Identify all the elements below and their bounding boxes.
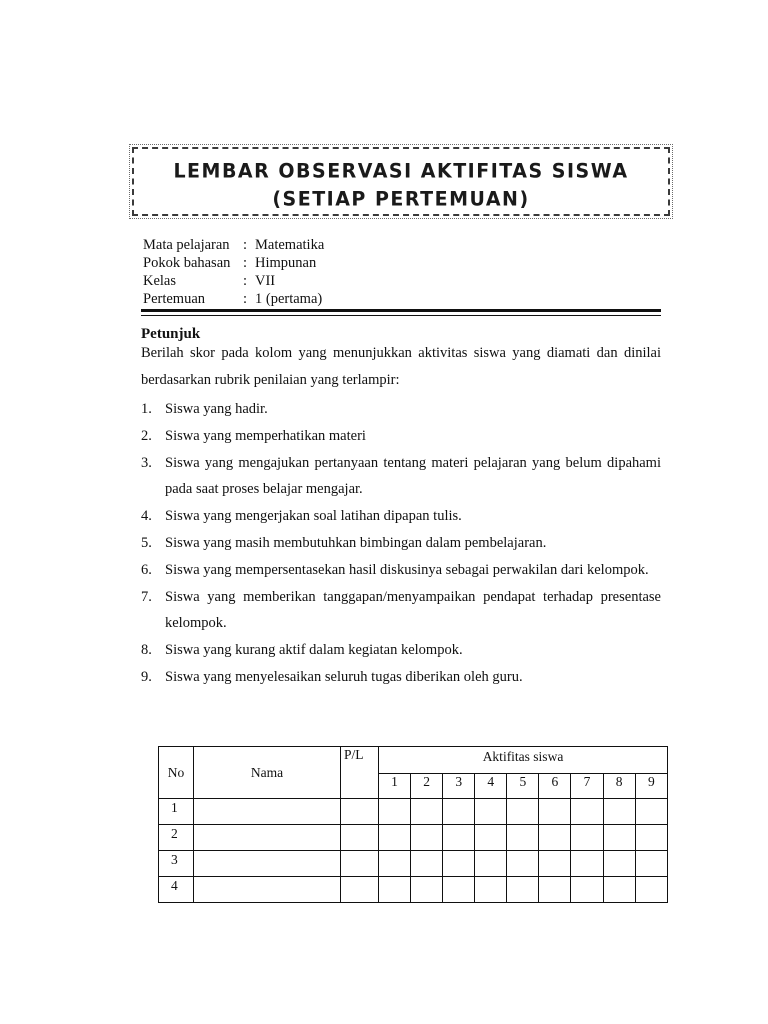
cell [635,851,667,877]
cell [635,877,667,903]
instructions-intro-line2: berdasarkan rubrik penilaian yang terlampir: [141,372,400,388]
cell [603,851,635,877]
item-text: Siswa yang memperhatikan materi [165,427,366,444]
cell [539,851,571,877]
cell [539,799,571,825]
item-text: Siswa yang mengerjakan soal latihan dipapan tulis. [165,508,462,525]
meta-value: 1 (pertama) [255,291,323,307]
list-item [141,396,661,423]
item-number: 4. [141,508,152,525]
table-header-row [159,747,668,774]
cell [475,877,507,903]
meta-sep: : [243,273,248,289]
table-row [159,799,668,825]
item-text: Siswa yang masih membutuhkan bimbingan dalam pembelajaran. [165,534,547,551]
activity-number: 3 [443,774,475,799]
cell [379,851,411,877]
item-number: 8. [141,642,152,659]
document-subtitle: (SETIAP PERTEMUAN) [272,187,530,211]
meta-row [143,272,324,290]
cell [411,799,443,825]
list-item [141,557,661,584]
activity-number: 6 [539,774,571,799]
instructions-heading: Petunjuk [141,326,201,342]
meta-key: Pertemuan [143,291,206,307]
cell [341,825,379,851]
cell [475,851,507,877]
list-item [141,584,661,638]
row-number: 3 [159,851,194,877]
cell [507,851,539,877]
table-row [159,851,668,877]
cell [379,799,411,825]
cell [379,825,411,851]
item-number: 3. [141,454,152,471]
cell [507,799,539,825]
activity-number: 5 [507,774,539,799]
cell [603,825,635,851]
meta-row [143,236,324,254]
cell [341,851,379,877]
header-nama: Nama [194,747,341,799]
cell [443,799,475,825]
cell [411,825,443,851]
activity-number: 4 [475,774,507,799]
cell [194,877,341,903]
list-item [141,637,661,664]
cell [507,877,539,903]
row-number: 4 [159,877,194,903]
cell [571,877,603,903]
meta-sep: : [243,237,248,253]
cell [194,851,341,877]
cell [443,825,475,851]
header-aktifitas: Aktifitas siswa [379,747,668,774]
item-text: Siswa yang mengajukan pertanyaan tentang materi pelajaran yang belum dipahami pada saat proses belajar mengajar. [165,454,661,498]
meta-value: VII [255,273,276,289]
item-number: 2. [141,427,152,444]
row-number: 1 [159,799,194,825]
cell [571,851,603,877]
activity-number: 7 [571,774,603,799]
activity-number: 8 [603,774,635,799]
meta-sep: : [243,291,248,307]
header-pl: P/L [341,747,379,799]
cell [411,851,443,877]
item-number: 6. [141,561,152,578]
meta-key: Pokok bahasan [143,255,231,271]
divider-thick [141,309,661,312]
meta-value: Matematika [255,237,325,253]
cell [635,825,667,851]
cell [341,799,379,825]
row-number: 2 [159,825,194,851]
list-item [141,450,661,504]
activity-number: 2 [411,774,443,799]
meta-row [143,290,324,308]
cell [379,877,411,903]
list-item [141,530,661,557]
cell [443,877,475,903]
list-item [141,503,661,530]
item-text: Siswa yang memberikan tanggapan/menyampaikan pendapat terhadap presentase kelompok. [165,588,661,632]
item-number: 1. [141,401,152,417]
cell [539,825,571,851]
cell [443,851,475,877]
cell [475,799,507,825]
header-no: No [159,747,194,799]
cell [603,877,635,903]
meta-key: Kelas [143,273,177,289]
divider-thin [141,315,661,316]
instructions-intro-line1: Berilah skor pada kolom yang menunjukkan aktivitas siswa yang diamati dan dinilai [141,345,661,361]
item-number: 7. [141,588,152,605]
item-number: 5. [141,534,152,551]
cell [539,877,571,903]
instruction-list [141,396,661,691]
cell [341,877,379,903]
cell [603,799,635,825]
list-item [141,664,661,691]
meta-sep: : [243,255,248,271]
activity-number: 9 [635,774,667,799]
table-row [159,825,668,851]
meta-key: Mata pelajaran [143,237,230,253]
item-text: Siswa yang mempersentasekan hasil diskusinya sebagai perwakilan dari kelompok. [165,561,649,578]
cell [507,825,539,851]
item-text: Siswa yang menyelesaikan seluruh tugas diberikan oleh guru. [165,668,523,685]
meta-info [143,236,324,308]
cell [571,799,603,825]
document-title: LEMBAR OBSERVASI AKTIFITAS SISWA [173,159,629,183]
cell [194,825,341,851]
cell [194,799,341,825]
activity-number: 1 [379,774,411,799]
cell [475,825,507,851]
cell [411,877,443,903]
cell [571,825,603,851]
table-row [159,877,668,903]
cell [635,799,667,825]
item-text: Siswa yang hadir. [165,401,268,417]
item-text: Siswa yang kurang aktif dalam kegiatan kelompok. [165,642,463,659]
list-item [141,423,661,450]
observation-table [158,746,668,903]
meta-row [143,254,324,272]
item-number: 9. [141,668,152,685]
title-box [132,147,670,216]
meta-value: Himpunan [255,255,317,271]
